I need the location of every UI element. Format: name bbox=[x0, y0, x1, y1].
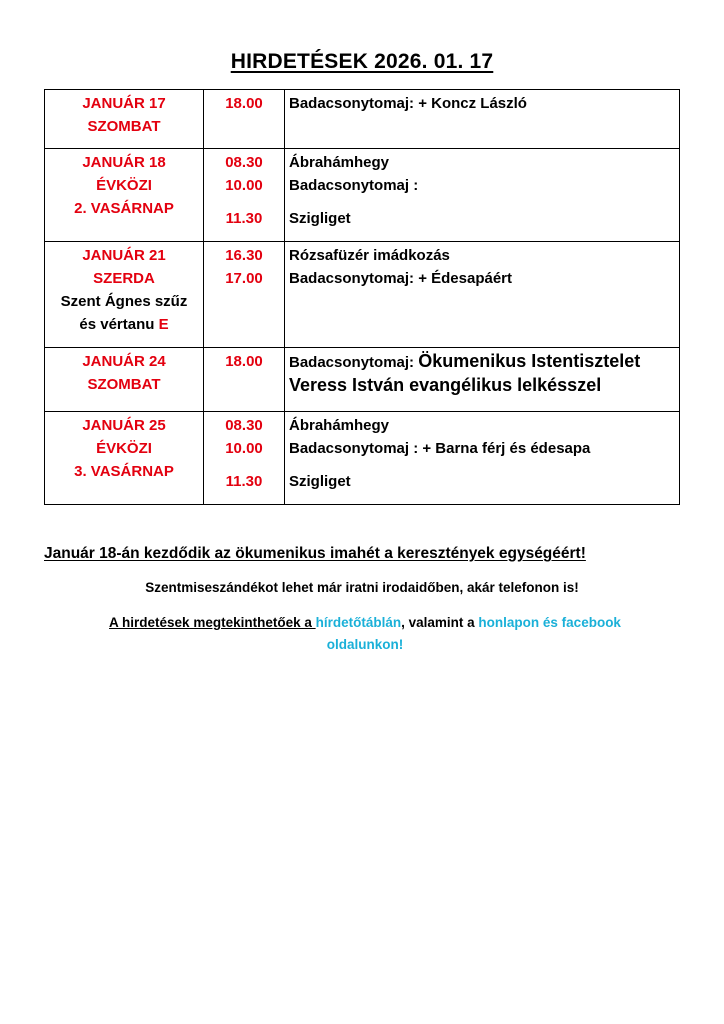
time: 10.00 bbox=[225, 177, 263, 194]
saint-title-text: és vértanu bbox=[79, 316, 155, 333]
time: 18.00 bbox=[225, 95, 263, 112]
table-row bbox=[45, 348, 680, 412]
page-title-text: HIRDETÉSEK 2026. 01. 17 bbox=[230, 50, 494, 73]
day-name: SZERDA bbox=[93, 270, 155, 287]
time-cell bbox=[204, 242, 285, 348]
page-title bbox=[0, 50, 724, 74]
time-cell bbox=[204, 90, 285, 149]
day-date: JANUÁR 21 bbox=[82, 247, 166, 264]
time: 16.30 bbox=[225, 247, 263, 264]
day-name: SZOMBAT bbox=[87, 118, 161, 135]
entry-event: Ökumenikus Istentisztelet bbox=[418, 351, 641, 371]
time: 08.30 bbox=[225, 417, 263, 434]
time: 17.00 bbox=[225, 270, 263, 287]
day-name: 2. VASÁRNAP bbox=[74, 200, 174, 217]
entry: Badacsonytomaj : bbox=[289, 177, 419, 194]
day-cell bbox=[45, 348, 204, 412]
entry: Szigliget bbox=[289, 473, 351, 490]
time: 10.00 bbox=[225, 440, 263, 457]
entry: Szigliget bbox=[289, 210, 351, 227]
table-row bbox=[45, 149, 680, 242]
notice-where-to-find bbox=[40, 612, 690, 656]
entry-prefix: Badacsonytomaj: bbox=[289, 354, 415, 371]
table-row bbox=[45, 412, 680, 505]
entry bbox=[289, 350, 675, 374]
entry-cell bbox=[285, 149, 680, 242]
day-cell bbox=[45, 90, 204, 149]
table-row bbox=[45, 242, 680, 348]
notice-text: , valamint a bbox=[401, 615, 479, 630]
notice-ecumenical-week: Január 18-án kezdődik az ökumenikus imahét a keresztények egységéért! bbox=[44, 545, 586, 562]
table-row bbox=[45, 90, 680, 149]
entry: Badacsonytomaj: + Koncz László bbox=[289, 95, 527, 112]
entry: Ábrahámhegy bbox=[289, 417, 390, 434]
entry-cell bbox=[285, 412, 680, 505]
schedule-table bbox=[44, 89, 680, 505]
entry: Rózsafüzér imádkozás bbox=[289, 247, 450, 264]
time-cell bbox=[204, 348, 285, 412]
saint-title-suffix: E bbox=[158, 316, 169, 333]
time-cell bbox=[204, 412, 285, 505]
entry: Ábrahámhegy bbox=[289, 154, 390, 171]
time: 11.30 bbox=[225, 210, 263, 227]
pages-link: oldalunkon! bbox=[326, 637, 404, 652]
saint-title bbox=[49, 313, 199, 336]
entry: Badacsonytomaj : + Barna férj és édesapa bbox=[289, 440, 591, 457]
website-facebook-link: honlapon és facebook bbox=[478, 615, 621, 630]
day-name: ÉVKÖZI bbox=[96, 440, 152, 457]
day-name: ÉVKÖZI bbox=[96, 177, 152, 194]
day-date: JANUÁR 18 bbox=[82, 154, 166, 171]
entry-cell bbox=[285, 242, 680, 348]
day-cell bbox=[45, 242, 204, 348]
notice-text: A hirdetések megtekinthetőek a bbox=[109, 615, 316, 630]
time: 11.30 bbox=[225, 473, 263, 490]
time-cell bbox=[204, 149, 285, 242]
entry-cell bbox=[285, 90, 680, 149]
day-cell bbox=[45, 412, 204, 505]
day-name: SZOMBAT bbox=[87, 376, 161, 393]
saint-name: Szent Ágnes szűz bbox=[60, 293, 188, 310]
day-date: JANUÁR 17 bbox=[82, 95, 166, 112]
day-date: JANUÁR 24 bbox=[82, 353, 166, 370]
time: 08.30 bbox=[225, 154, 263, 171]
entry-cell bbox=[285, 348, 680, 412]
day-date: JANUÁR 25 bbox=[82, 417, 166, 434]
notice-board-link: hírdetőtáblán bbox=[315, 615, 402, 630]
entry-event-detail: Veress István evangélikus lelkésszel bbox=[289, 375, 602, 395]
entry: Badacsonytomaj: + Édesapáért bbox=[289, 270, 513, 287]
day-name: 3. VASÁRNAP bbox=[74, 463, 174, 480]
notice-mass-intentions: Szentmiseszándékot lehet már iratni irodaidőben, akár telefonon is! bbox=[145, 580, 579, 595]
day-cell bbox=[45, 149, 204, 242]
time: 18.00 bbox=[225, 353, 263, 370]
